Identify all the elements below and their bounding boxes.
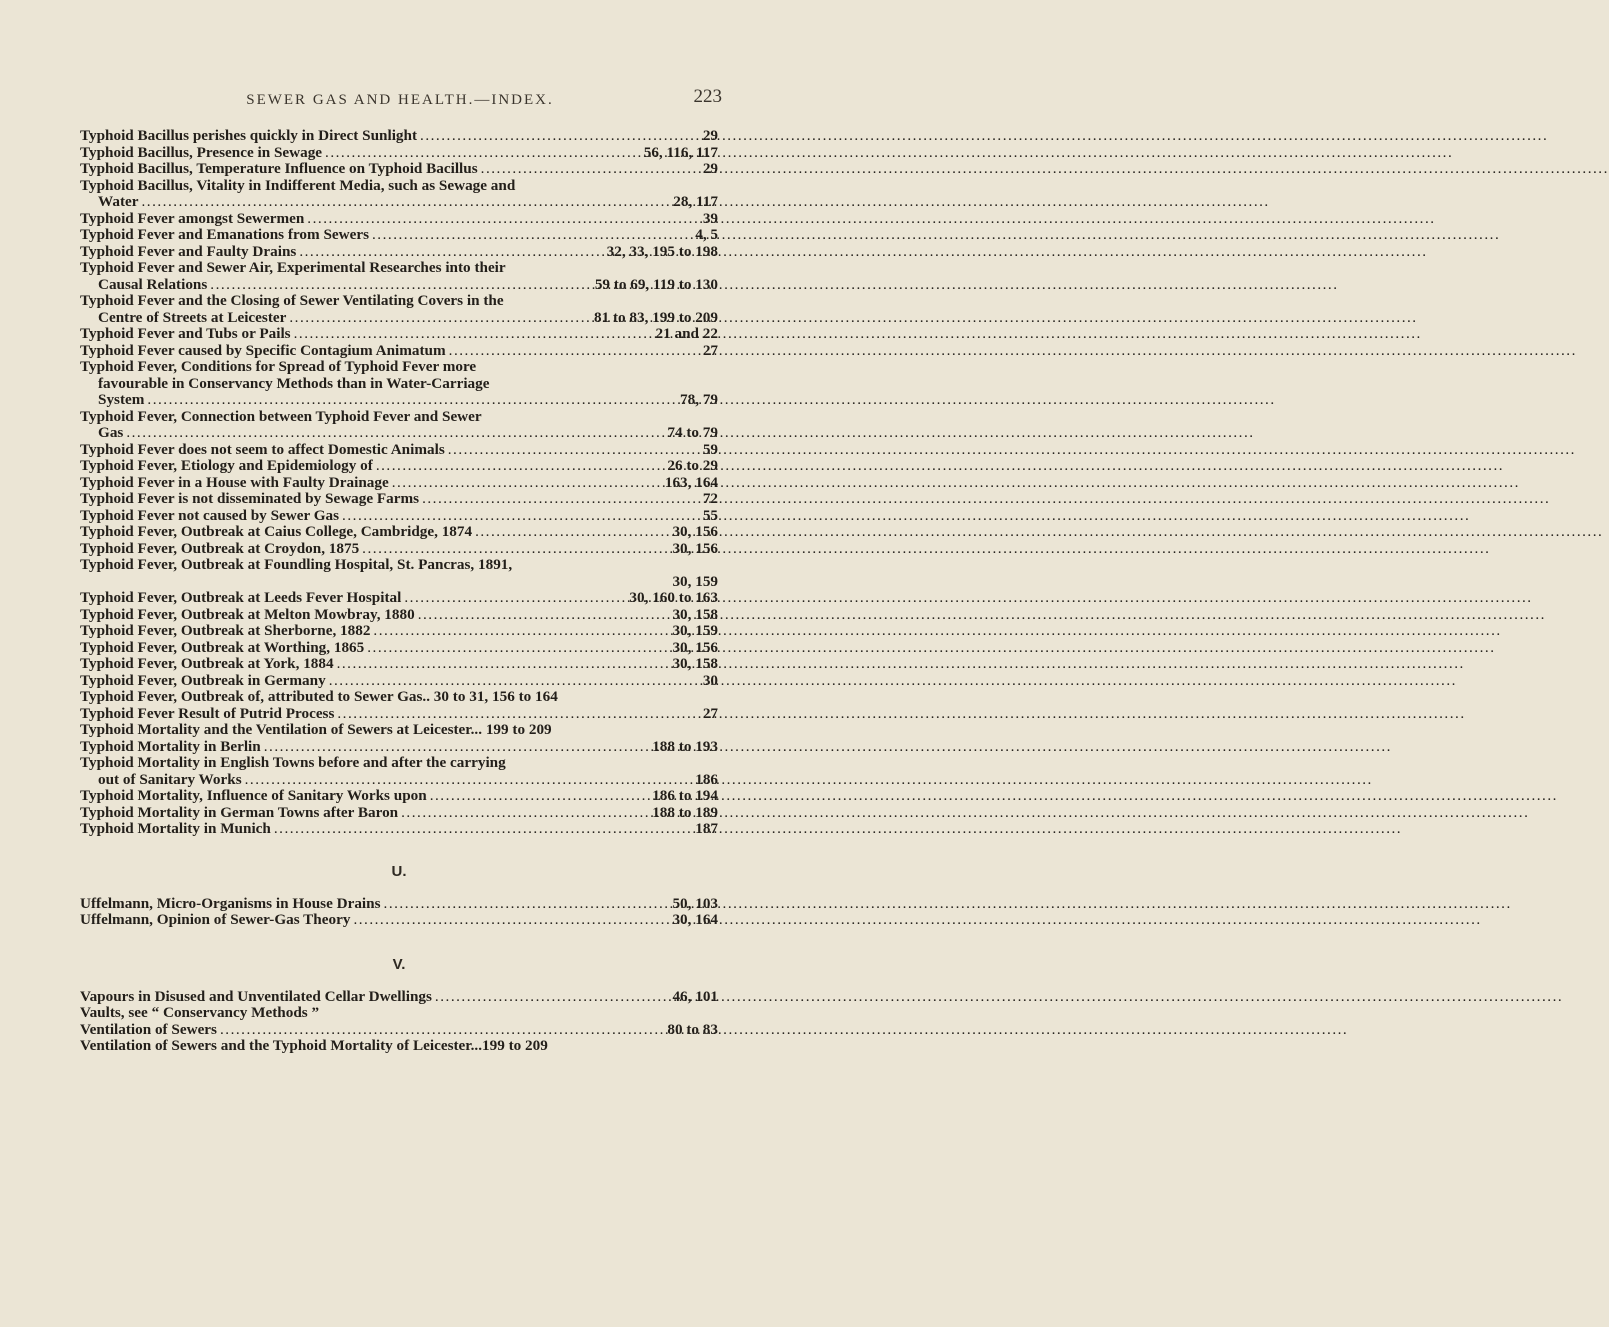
entry-text: Typhoid Fever and Emanations from Sewers bbox=[80, 226, 369, 243]
index-entry bbox=[80, 310, 718, 327]
entry-pages: 46, 101 bbox=[672, 987, 718, 1005]
entry-text: Typhoid Fever, Outbreak at Foundling Hospital, St. Pancras, 1891, bbox=[80, 556, 513, 573]
entry-pages: 29 bbox=[702, 127, 718, 144]
entry-pages: 74 to 79 bbox=[667, 424, 718, 441]
leader-dots bbox=[261, 739, 652, 756]
index-entry-line bbox=[80, 260, 718, 277]
index-entry bbox=[80, 458, 718, 475]
entry-text: Centre of Streets at Leicester bbox=[98, 308, 287, 326]
entry-pages: 188 to 189 bbox=[652, 803, 718, 821]
index-entry bbox=[80, 244, 718, 261]
index-entry-line bbox=[80, 178, 718, 195]
leader-dots bbox=[322, 145, 644, 162]
index-entry bbox=[80, 772, 718, 789]
leader-dots bbox=[286, 310, 594, 327]
entry-text: Vapours in Disused and Unventilated Cellar Dwellings bbox=[80, 987, 432, 1005]
entry-pages: 30, 160 to 163 bbox=[629, 589, 718, 606]
entry-text: Typhoid Fever Result of Putrid Process bbox=[80, 704, 335, 722]
entry-pages: 187 bbox=[695, 820, 718, 837]
index-entry bbox=[80, 821, 718, 838]
leader-dots bbox=[271, 821, 695, 838]
index-entry-line bbox=[80, 293, 718, 310]
index-entry bbox=[80, 1022, 718, 1039]
leader-dots bbox=[144, 392, 680, 409]
entry-pages: 55 bbox=[702, 506, 718, 524]
entry-pages: 56, 116, 117 bbox=[643, 143, 718, 161]
leader-dots bbox=[370, 623, 672, 640]
entry-pages: 30, 156 bbox=[672, 523, 718, 540]
entry-text: out of Sanitary Works bbox=[98, 770, 242, 788]
index-entry bbox=[80, 442, 718, 459]
leader-dots bbox=[350, 912, 672, 929]
leader-dots bbox=[432, 989, 673, 1006]
entry-pages: 28, 117 bbox=[673, 193, 718, 210]
entry-text: Uffelmann, Opinion of Sewer-Gas Theory bbox=[80, 911, 351, 928]
leader-dots bbox=[427, 788, 652, 805]
entry-pages: 30, 156 bbox=[672, 539, 718, 557]
entry-pages: 21 and 22 bbox=[655, 325, 718, 342]
entry-pages: 186 to 194 bbox=[652, 787, 718, 804]
entry-pages: 59 to 69, 119 to 130 bbox=[594, 275, 718, 293]
index-entry bbox=[80, 656, 718, 673]
entry-pages: 163, 164 bbox=[664, 473, 718, 491]
entry-text: System bbox=[98, 391, 145, 408]
entry-pages: 39 bbox=[702, 209, 718, 227]
leader-dots bbox=[304, 211, 703, 228]
leader-dots bbox=[478, 161, 703, 178]
entry-pages: 30, 164 bbox=[672, 911, 718, 928]
index-entry bbox=[80, 788, 718, 805]
index-entry bbox=[80, 739, 718, 756]
leader-dots bbox=[123, 425, 667, 442]
entry-text: Typhoid Fever amongst Sewermen bbox=[80, 209, 305, 227]
index-entry bbox=[80, 590, 718, 607]
leader-dots bbox=[446, 343, 703, 360]
leader-dots bbox=[373, 458, 668, 475]
index-entry bbox=[80, 607, 718, 624]
index-entry-line bbox=[80, 376, 718, 393]
leader-dots bbox=[217, 1022, 667, 1039]
entry-text: Causal Relations bbox=[98, 275, 208, 293]
entry-text: Typhoid Fever and Faulty Drains bbox=[80, 242, 297, 260]
entry-pages: 72 bbox=[702, 490, 718, 507]
entry-pages: 30 bbox=[702, 671, 718, 689]
entry-text: Typhoid Fever, Outbreak at York, 1884 bbox=[80, 655, 334, 672]
leader-dots bbox=[296, 244, 606, 261]
entry-text: Typhoid Bacillus perishes quickly in Direct Sunlight bbox=[80, 127, 418, 144]
index-entry bbox=[80, 475, 718, 492]
entry-text: Typhoid Mortality in German Towns after Baron bbox=[80, 803, 399, 821]
entry-text: Typhoid Bacillus, Presence in Sewage bbox=[80, 143, 323, 161]
entry-text: Typhoid Mortality in Munich bbox=[80, 820, 271, 837]
entry-text: Uffelmann, Micro-Organisms in House Drains bbox=[80, 894, 381, 912]
entry-pages: 29 bbox=[702, 160, 718, 177]
index-entry bbox=[80, 491, 718, 508]
section-heading-v: V. bbox=[392, 955, 406, 973]
entry-pages: 30, 159 bbox=[672, 572, 718, 590]
entry-pages: 32, 33, 195 to 198 bbox=[606, 242, 718, 260]
index-entry bbox=[80, 227, 718, 244]
entry-text: Typhoid Fever, Outbreak in Germany bbox=[80, 671, 326, 689]
index-entry bbox=[80, 1005, 718, 1022]
index-entry bbox=[80, 541, 718, 558]
entry-text: Typhoid Fever in a House with Faulty Drainage bbox=[80, 473, 389, 491]
index-entry bbox=[80, 343, 718, 360]
index-entry bbox=[80, 211, 718, 228]
index-entry-line bbox=[80, 359, 718, 376]
index-entry bbox=[80, 706, 718, 723]
entry-text: Typhoid Fever, Outbreak at Caius College, Cambridge, 1874 bbox=[80, 523, 473, 540]
index-entry bbox=[80, 989, 718, 1006]
leader-dots bbox=[364, 640, 672, 657]
section-heading-u: U. bbox=[391, 862, 407, 880]
index-entry bbox=[80, 805, 718, 822]
index-entry bbox=[80, 640, 718, 657]
entry-text: Ventilation of Sewers bbox=[80, 1020, 217, 1038]
entry-text: Gas bbox=[98, 424, 124, 441]
leader-dots bbox=[472, 524, 672, 541]
leader-dots bbox=[359, 541, 672, 558]
leader-dots bbox=[401, 590, 629, 607]
entry-text: Typhoid Mortality and the Ventilation of Sewers at Leicester... 199 to 209 bbox=[80, 721, 552, 738]
entry-text: Typhoid Fever, Conditions for Spread of Typhoid Fever more bbox=[80, 358, 477, 375]
index-entry bbox=[80, 689, 718, 706]
leader-dots bbox=[369, 227, 695, 244]
entry-text: Typhoid Bacillus, Vitality in Indifferent Media, such as Sewage and bbox=[80, 176, 516, 194]
entry-pages: 27 bbox=[702, 704, 718, 722]
entry-text: Typhoid Bacillus, Temperature Influence on Typhoid Bacillus bbox=[80, 160, 478, 177]
entry-text: Typhoid Fever does not seem to affect Domestic Animals bbox=[80, 440, 445, 458]
index-entry bbox=[80, 326, 718, 343]
entry-text: Typhoid Fever and the Closing of Sewer Ventilating Covers in the bbox=[80, 292, 504, 309]
entry-pages: 4, 5 bbox=[695, 226, 718, 243]
leader-dots bbox=[334, 656, 673, 673]
entry-pages: 27 bbox=[702, 341, 718, 359]
entry-pages: 30, 158 bbox=[672, 605, 718, 623]
entry-text: favourable in Conservancy Methods than in Water-Carriage bbox=[98, 374, 490, 392]
entry-text: Ventilation of Sewers and the Typhoid Mortality of Leicester...199 to 209 bbox=[80, 1037, 548, 1054]
page-header bbox=[0, 86, 800, 116]
index-page bbox=[0, 0, 800, 1327]
leader-dots bbox=[334, 706, 702, 723]
entry-pages: 30, 156 bbox=[672, 638, 718, 656]
running-head: SEWER GAS AND HEALTH.—INDEX. bbox=[246, 92, 554, 108]
entry-pages: 30, 158 bbox=[672, 655, 718, 672]
entry-pages: 30, 159 bbox=[672, 622, 718, 639]
index-entry bbox=[80, 194, 718, 211]
leader-dots bbox=[445, 442, 703, 459]
index-entry-line bbox=[80, 755, 718, 772]
entry-text: Typhoid Fever, Outbreak at Worthing, 1865 bbox=[80, 638, 365, 656]
leader-dots bbox=[326, 673, 703, 690]
entry-text: Typhoid Mortality, Influence of Sanitary Works upon bbox=[80, 787, 427, 804]
index-entry bbox=[80, 425, 718, 442]
entry-text: Typhoid Fever and Tubs or Pails bbox=[80, 325, 291, 342]
leader-dots bbox=[381, 896, 673, 913]
entry-text: Typhoid Fever, Connection between Typhoid Fever and Sewer bbox=[80, 407, 482, 425]
entry-text: Typhoid Fever, Outbreak at Sherborne, 1882 bbox=[80, 622, 371, 639]
leader-dots bbox=[242, 772, 696, 789]
index-entry bbox=[80, 145, 718, 162]
index-entry bbox=[80, 128, 718, 145]
entry-text: Typhoid Fever not caused by Sewer Gas bbox=[80, 506, 340, 524]
entry-text: Vaults, see “ Conservancy Methods ” bbox=[80, 1004, 320, 1021]
leader-dots bbox=[291, 326, 656, 343]
index-list bbox=[80, 128, 718, 1055]
index-entry bbox=[80, 912, 718, 929]
entry-text: Water bbox=[98, 193, 139, 210]
entry-text: Typhoid Fever caused by Specific Contagium Animatum bbox=[80, 341, 446, 359]
entry-text: Typhoid Fever is not disseminated by Sewage Farms bbox=[80, 490, 420, 507]
entry-text: Typhoid Mortality in English Towns before and after the carrying bbox=[80, 754, 506, 771]
index-entry bbox=[80, 524, 718, 541]
entry-pages: 186 bbox=[695, 770, 718, 788]
entry-text: Typhoid Fever, Outbreak at Leeds Fever Hospital bbox=[80, 589, 402, 606]
leader-dots bbox=[415, 607, 673, 624]
leader-dots bbox=[419, 491, 703, 508]
entry-text: Typhoid Mortality in Berlin bbox=[80, 737, 261, 755]
entry-pages: 26 to 29 bbox=[667, 457, 718, 474]
entry-pages: 81 to 83, 199 to 209 bbox=[593, 308, 718, 326]
entry-pages: 50, 103 bbox=[672, 894, 718, 912]
leader-dots bbox=[398, 805, 652, 822]
entry-text: Typhoid Fever, Outbreak at Melton Mowbray, 1880 bbox=[80, 605, 415, 623]
index-entry-line bbox=[80, 557, 718, 574]
index-entry bbox=[80, 277, 718, 294]
index-entry-line bbox=[80, 409, 718, 426]
entry-pages: 80 to 83 bbox=[667, 1020, 718, 1038]
leader-dots bbox=[138, 194, 673, 211]
entry-pages: 78, 79 bbox=[680, 391, 718, 408]
leader-dots bbox=[417, 128, 703, 145]
leader-dots bbox=[389, 475, 665, 492]
index-entry bbox=[80, 161, 718, 178]
entry-text: Typhoid Fever, Outbreak of, attributed to Sewer Gas.. 30 to 31, 156 to 164 bbox=[80, 688, 558, 705]
index-entry bbox=[80, 508, 718, 525]
entry-pages: 188 to 193 bbox=[652, 737, 718, 755]
index-entry bbox=[80, 673, 718, 690]
index-entry bbox=[80, 1038, 718, 1055]
entry-pages: 59 bbox=[702, 440, 718, 458]
entry-text: Typhoid Fever and Sewer Air, Experimental Researches into their bbox=[80, 259, 506, 276]
page-number: 223 bbox=[693, 86, 722, 107]
entry-text: Typhoid Fever, Outbreak at Croydon, 1875 bbox=[80, 539, 360, 557]
index-entry bbox=[80, 392, 718, 409]
leader-dots bbox=[207, 277, 595, 294]
index-entry bbox=[80, 722, 718, 739]
leader-dots bbox=[339, 508, 703, 525]
index-entry bbox=[80, 623, 718, 640]
index-entry bbox=[80, 896, 718, 913]
entry-text: Typhoid Fever, Etiology and Epidemiology of bbox=[80, 457, 373, 474]
